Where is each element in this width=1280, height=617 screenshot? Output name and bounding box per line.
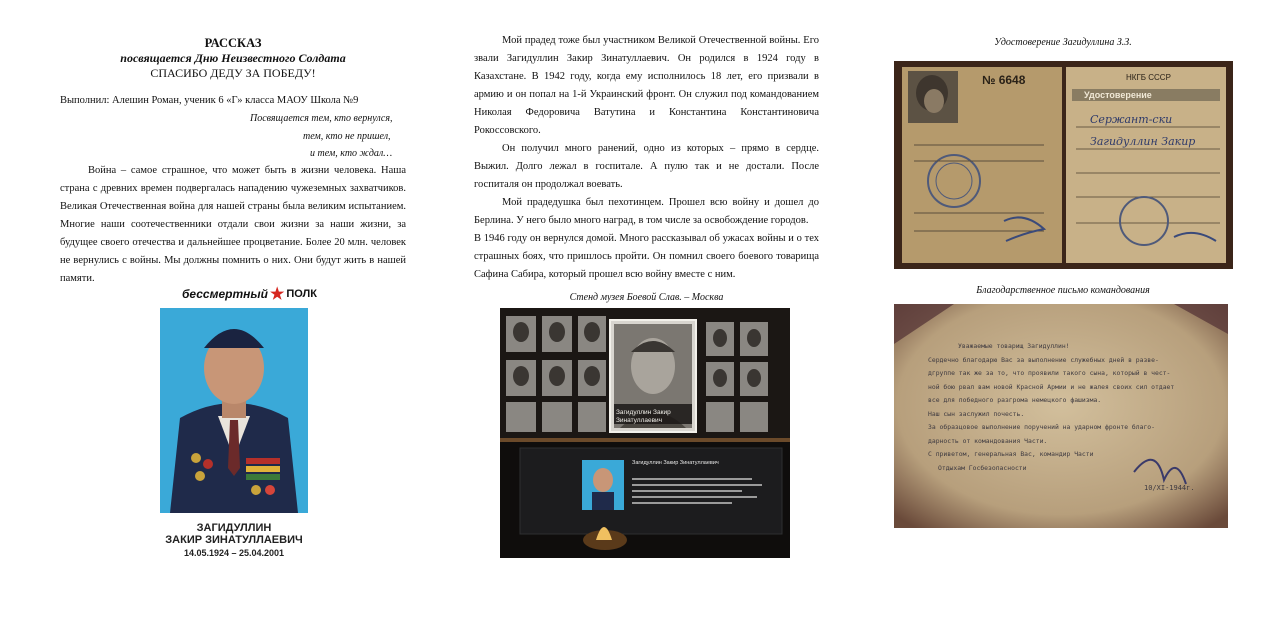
story-thanks: СПАСИБО ДЕДУ ЗА ПОБЕДУ! (150, 66, 316, 80)
letter-line: Наш сын заслужил почесть. (928, 409, 1025, 418)
veteran-dates: 14.05.1924 – 25.04.2001 (183, 548, 285, 558)
id-card-image (894, 61, 1233, 269)
middle-paragraph: В 1946 году он вернулся домой. Много рассказывал об ужасах войны и о тех страшных боях, что пришлось пройти. Он помнил своего боевого товарища Сафина Сабира, который прошел всю войну вместе с ним. (474, 233, 819, 280)
id-rank: Сержант-ски (1090, 113, 1173, 126)
story-dedication: посвящается Дню Неизвестного Солдата (120, 51, 346, 65)
epigraph-line: тем, кто не пришел, (303, 131, 391, 142)
id-caption: Удостоверение Загидуллина З.З. (994, 37, 1132, 48)
museum-screen-title: Загидуллин Закир Зинатуллаевич (632, 460, 719, 466)
middle-paragraph: Мой прадедушка был пехотинцем. Прошел всю войну и дошел до Берлина. У него было много наград, в том числе за освобождение городов. (474, 197, 819, 226)
letter-caption: Благодарственное письмо командования (976, 285, 1150, 296)
immortal-regiment-logo: бессмертный ★ ПОЛК (182, 286, 317, 303)
epigraph-line: Посвящается тем, кто вернулся, (250, 113, 393, 124)
veteran-name: ЗАГИДУЛЛИН ЗАКИР ЗИНАТУЛЛАЕВИЧ (165, 522, 303, 546)
letter-line: дарность от командования Части. (928, 436, 1048, 445)
id-number: № 6648 (982, 73, 1026, 87)
middle-paragraph: Он получил много ранений, одно из которых – прямо в сердце. Выжил. Долго лежал в госпитале. А пулю так и не достали. После госпиталя он продолжал воевать. (474, 143, 819, 190)
letter-line: дгруппе так же за то, что проявили такого сына, который в чест- (928, 369, 1171, 377)
id-title: Удостоверение (1084, 90, 1152, 100)
epigraph (60, 110, 406, 162)
epigraph-line: и тем, кто ждал… (310, 148, 393, 159)
museum-photo-image (500, 308, 790, 558)
middle-paragraph: Мой прадед тоже был участником Великой Отечественной войны. Его звали Загидуллин Закир Зинатуллаевич. Он родился в 1924 году в Казахстане. В 1942 году, когда ему исполнилось 18 лет, его призвали в армию и он попал на 1-й Украинский фронт. Он служил под командованием Николая Федоровича Ватутина и Константина Константиновича Рокоссовского. (474, 35, 819, 136)
story-paragraph (60, 162, 406, 288)
story-author: Выполнил: Алешин Роман, ученик 6 «Г» класса МАОУ Школа №9 (60, 95, 359, 106)
middle-column (474, 32, 819, 284)
id-header: НКГБ СССР (1126, 73, 1171, 82)
id-name: Загидуллин Закир (1090, 135, 1196, 148)
letter-line: Уважаемые товарищ Загидуллин! (958, 342, 1070, 350)
letter-line: За образцовое выполнение поручений на ударном фронте благо- (928, 423, 1156, 431)
letter-photo (894, 304, 1228, 528)
id-card-photo (894, 61, 1233, 269)
letter-line: ной бою рвал вам новой Красной Армии и не жалея своих сил отдает (928, 382, 1175, 391)
immortal-regiment-poster (160, 282, 317, 567)
museum-photo-label: Загидуллин Закир Зинатуллаевич (616, 409, 671, 424)
letter-line: Отдыхам Госбезопасности (938, 463, 1027, 472)
letter-date: 10/XI-1944г. (1144, 484, 1195, 492)
letter-line: С приветом, генеральная Вас, командир Части (928, 450, 1094, 458)
story-paragraph-text: Война – самое страшное, что может быть в жизни человека. Наша страна с древних времен подвергалась нападению чужеземных захватчиков. Великая Отечественная война для нашей страны была великим испытанием. Многие наши соотечественники отдали свои жизни за наши жизни, за будущее своего отечества и дальнейшее процветание. Более 20 млн. человек не вернулись с войны. Мы должны помнить о них. Они будут жить в нашей памяти. (60, 165, 406, 284)
left-column (60, 36, 406, 288)
letter-line: Сердечно благодарю Вас за выполнение служебных дней в разве- (928, 355, 1159, 364)
veteran-portrait (160, 308, 308, 513)
letter-line: все для победного разгрома немецкого фашизма. (928, 396, 1102, 404)
star-icon: ★ (269, 286, 285, 303)
museum-photo (500, 308, 790, 558)
museum-caption: Стенд музея Боевой Слав. – Москва (569, 292, 724, 303)
letter-text (928, 340, 1218, 475)
story-title: РАССКАЗ (204, 36, 262, 50)
veteran-portrait-image (160, 308, 308, 513)
